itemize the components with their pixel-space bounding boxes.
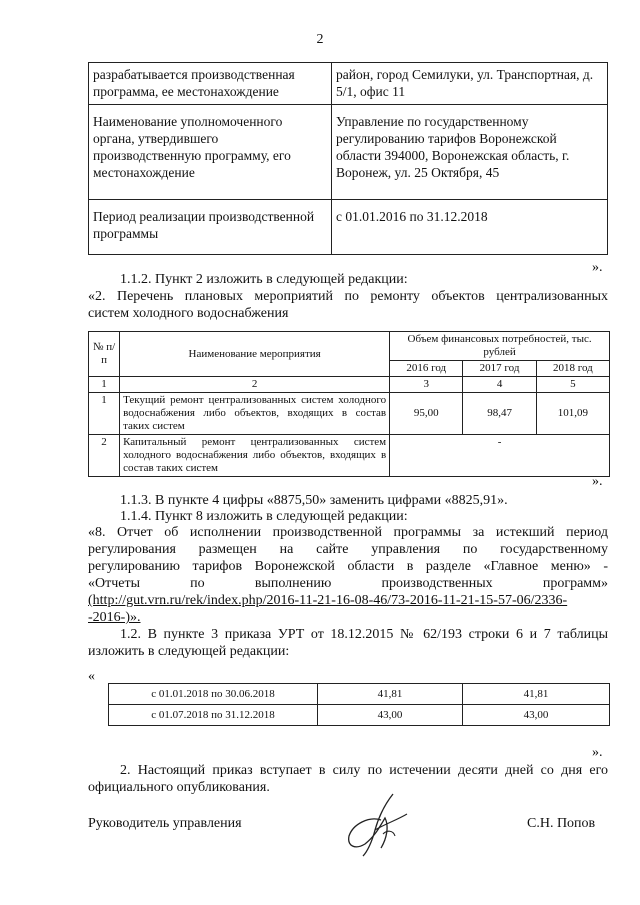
page-number: 2 xyxy=(316,32,324,47)
row-num: 1 xyxy=(89,393,120,435)
table-row xyxy=(109,705,610,726)
row-num: 2 xyxy=(89,435,120,477)
item-1-1-3: 1.1.3. В пункте 4 цифры «8875,50» заменить цифрами «8825,91». xyxy=(120,493,508,508)
header-num: № п/п xyxy=(89,332,120,377)
period-cell: с 01.07.2018 по 31.12.2018 xyxy=(109,705,318,726)
item-1-1-4: 1.1.4. Пункт 8 изложить в следующей редакции: xyxy=(120,509,408,524)
header-year: 2018 год xyxy=(536,361,609,377)
row-value: 101,09 xyxy=(536,393,609,435)
quote-close: ». xyxy=(592,474,603,489)
tariff-table xyxy=(108,683,610,726)
quote-open: « xyxy=(88,669,95,684)
item-8-line-end xyxy=(88,609,141,626)
table-row xyxy=(109,684,610,705)
index-cell: 1 xyxy=(89,377,120,393)
quote-close: ». xyxy=(592,745,603,760)
item-2-heading: «2. Перечень плановых мероприятий по ремонту объектов централизованных xyxy=(88,289,608,304)
value-cell: 41,81 xyxy=(318,684,463,705)
item-8-line: «8. Отчет об исполнении производственной программы за истекший период xyxy=(88,525,608,540)
value-cell: 41,81 xyxy=(463,684,610,705)
row-value: 95,00 xyxy=(390,393,463,435)
table-row xyxy=(89,393,610,435)
row-name: Текущий ремонт централизованных систем холодного водоснабжения либо объектов, входящих в состав таких систем xyxy=(120,393,390,435)
value-cell: 43,00 xyxy=(463,705,610,726)
index-cell: 2 xyxy=(120,377,390,393)
row-value: 98,47 xyxy=(463,393,536,435)
item-1-2-cont: изложить в следующей редакции: xyxy=(88,644,290,659)
row-value: с 01.01.2016 по 31.12.2018 xyxy=(332,200,608,255)
period-cell: с 01.01.2018 по 30.06.2018 xyxy=(109,684,318,705)
item-1-1-2: 1.1.2. Пункт 2 изложить в следующей редакции: xyxy=(120,272,408,287)
table-row xyxy=(89,435,610,477)
measures-table xyxy=(88,331,610,477)
row-label: разрабатывается производственная программа, ее местонахождение xyxy=(89,63,332,105)
table-row xyxy=(89,63,608,105)
signer-title: Руководитель управления xyxy=(88,816,242,831)
row-value: Управление по государственному регулированию тарифов Воронежской области 394000, Воронежская область, г. Воронеж, ул. 25 Октября, 45 xyxy=(332,105,608,200)
final-clause-cont: официального опубликования. xyxy=(88,780,270,795)
header-name: Наименование мероприятия xyxy=(120,332,390,377)
header-volume: Объем финансовых потребностей, тыс. рублей xyxy=(390,332,610,361)
item-1-2: 1.2. В пункте 3 приказа УРТ от 18.12.2015 № 62/193 строки 6 и 7 таблицы xyxy=(120,627,608,642)
program-info-table xyxy=(88,62,608,255)
index-cell: 5 xyxy=(536,377,609,393)
row-label: Период реализации производственной программы xyxy=(89,200,332,255)
item-2-heading-cont: систем холодного водоснабжения xyxy=(88,306,289,321)
item-8-line: «Отчеты по выполнению производственных программ» xyxy=(88,576,608,591)
item-8-line: регулированию тарифов Воронежской области в разделе «Главное меню» - xyxy=(88,559,608,574)
row-merged-value: - xyxy=(390,435,610,477)
report-link-end[interactable]: -2016-)». xyxy=(88,610,141,625)
value-cell: 43,00 xyxy=(318,705,463,726)
quote-close: ». xyxy=(592,260,603,275)
item-8-line: регулирования размещен на сайте управления по государственному xyxy=(88,542,608,557)
signature xyxy=(335,790,417,865)
table-row xyxy=(89,200,608,255)
index-cell: 3 xyxy=(390,377,463,393)
table-row xyxy=(89,105,608,200)
index-cell: 4 xyxy=(463,377,536,393)
header-year: 2017 год xyxy=(463,361,536,377)
signature-mark xyxy=(335,790,417,860)
row-label: Наименование уполномоченного органа, утвердившего производственную программу, его местонахождение xyxy=(89,105,332,200)
row-value: район, город Семилуки, ул. Транспортная, д. 5/1, офис 11 xyxy=(332,63,608,105)
signer-name: С.Н. Попов xyxy=(527,816,596,831)
table-row xyxy=(89,377,610,393)
row-name: Капитальный ремонт централизованных систем холодного водоснабжения либо объектов, входящих в состав таких систем xyxy=(120,435,390,477)
header-year: 2016 год xyxy=(390,361,463,377)
final-clause: 2. Настоящий приказ вступает в силу по истечении десяти дней со дня его xyxy=(120,763,608,778)
report-link[interactable]: (http://gut.vrn.ru/rek/index.php/2016-11-21-16-08-46/73-2016-11-21-15-57-06/2336- xyxy=(88,593,568,608)
